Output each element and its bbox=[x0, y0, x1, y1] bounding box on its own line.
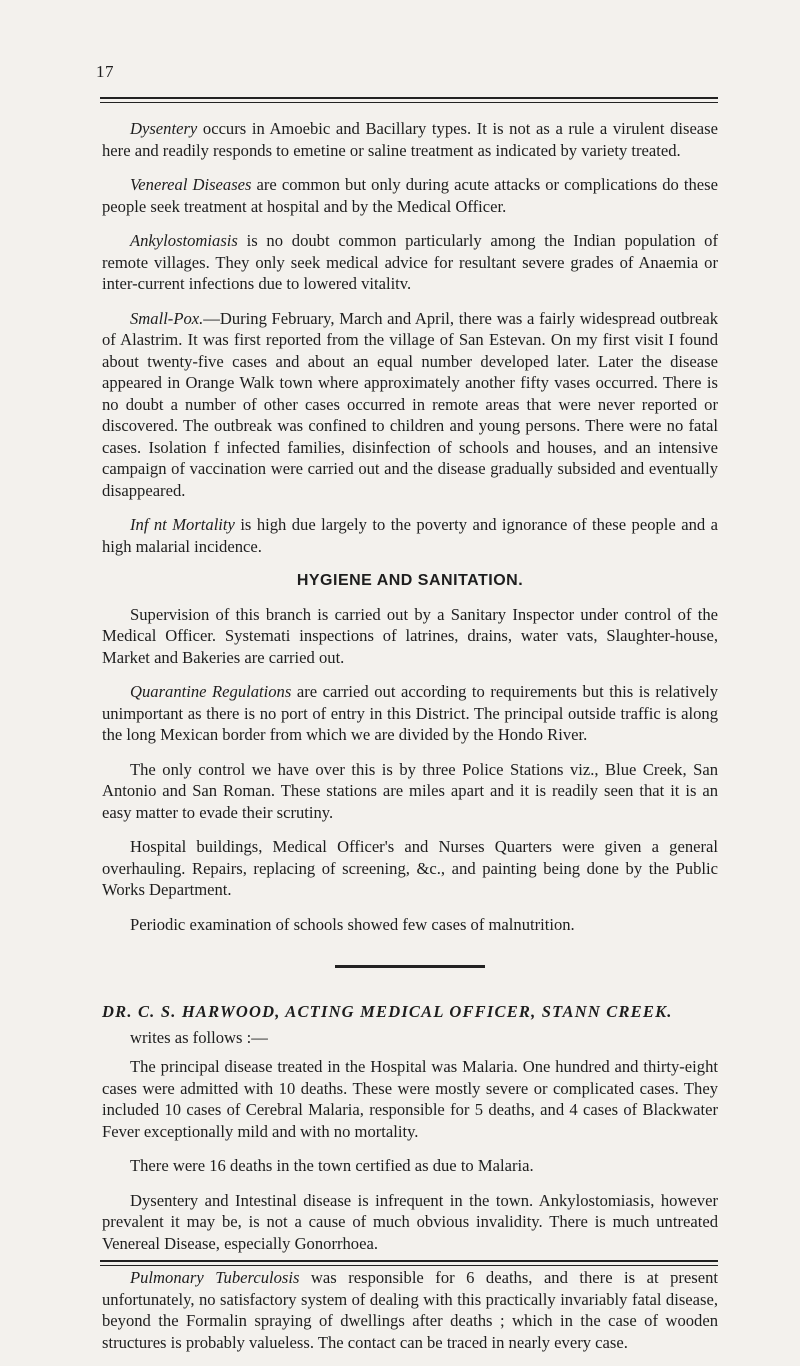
paragraph-police-stations bbox=[102, 759, 718, 824]
paragraph-ankylostomiasis bbox=[102, 230, 718, 295]
paragraph-text: Supervision of this branch is carried out by a Sanitary Inspector under control of the Medical Officer. Systemati inspections of latrines, drains, water vats, Slaughter-house, Market and Bakeries are carried out. bbox=[102, 604, 718, 667]
page-body bbox=[102, 118, 718, 1366]
paragraph-text: Periodic examination of schools showed few cases of malnutrition. bbox=[130, 914, 575, 934]
lead-term: Ankylostomiasis bbox=[130, 231, 238, 250]
paragraph-venereal bbox=[102, 174, 718, 217]
disease-paragraphs bbox=[102, 118, 718, 557]
paragraph-text: are carried out according to requirements but this is relatively unimportant as there is no port of entry in this District. The principal outside traffic is along the long Mexican border from which we are divided by the Hondo River. bbox=[102, 682, 718, 744]
paragraph-malaria bbox=[102, 1056, 718, 1142]
lead-term: Quarantine Regulations bbox=[130, 682, 292, 701]
top-double-rule bbox=[100, 97, 718, 103]
paragraph-schools bbox=[102, 914, 718, 936]
paragraph-text: The only control we have over this is by three Police Stations viz., Blue Creek, San Antonio and San Roman. These stations are miles apart and it is readily seen that it is an easy matter to evade their scrutiny. bbox=[102, 759, 718, 822]
paragraph-dysentery-town bbox=[102, 1190, 718, 1255]
paragraph-text: Dysentery and Intestinal disease is infrequent in the town. Ankylostomiasis, however prevalent it may be, is not a cause of much obvious invalidity. There is much untreated Venereal Disease, especially Gonorrhoea. bbox=[102, 1190, 718, 1253]
section-divider bbox=[335, 965, 485, 968]
section-heading-harwood: DR. C. S. HARWOOD, ACTING MEDICAL OFFICER, STANN CREEK. bbox=[102, 1002, 673, 1021]
paragraph-text: is high due largely to the poverty and ignorance of these people and a high malarial incidence. bbox=[102, 515, 718, 556]
lead-term: Dysentery bbox=[130, 119, 198, 138]
section-intro: writes as follows :— bbox=[130, 1027, 268, 1047]
paragraph-text: is no doubt common particularly among the Indian population of remote villages. They only seek medical advice for resultant severe grades of Anaemia or inter-current infections due to lowered vitalitv. bbox=[102, 231, 718, 293]
paragraph-text: are common but only during acute attacks or complications do these people seek treatment at hospital and by the Medical Officer. bbox=[102, 175, 718, 216]
paragraph-dysentery bbox=[102, 118, 718, 161]
paragraph-malaria-deaths bbox=[102, 1155, 718, 1177]
paragraph-text: Hospital buildings, Medical Officer's and Nurses Quarters were given a general overhauling. Repairs, replacing of screening, &c., and painting being done by the Public Works Department. bbox=[102, 837, 718, 899]
lead-term: Inf nt Mortality bbox=[130, 515, 235, 534]
paragraph-text: occurs in Amoebic and Bacillary types. It is not as a rule a virulent disease here and readily responds to emetine or saline treatment as indicated by variety treated. bbox=[102, 119, 718, 160]
page-number: 17 bbox=[96, 62, 114, 81]
paragraph-infant-mortality bbox=[102, 514, 718, 557]
stann-creek-paragraphs bbox=[102, 1056, 718, 1353]
paragraph-supervision bbox=[102, 604, 718, 669]
bottom-double-rule bbox=[100, 1260, 718, 1266]
paragraph-text: —During February, March and April, there was a fairly widespread outbreak of Alastrim. It was first reported from the village of San Estevan. On my first visit I found about twenty-five cases and about an equal number developed later. Later the disease appeared in Orange Walk town where approximately another fifty vases occurred. There is no doubt a number of other cases occurred in remote areas that were never reported or discovered. The outbreak was confined to children and young persons. There were no fatal cases. Isolation f infected families, disinfection of schools and houses, and an intensive campaign of vaccination were carried out and the disease gradually subsided and eventually disappeared. bbox=[102, 308, 718, 500]
paragraph-small-pox bbox=[102, 308, 718, 502]
lead-term: Venereal Diseases bbox=[130, 175, 252, 194]
paragraph-quarantine bbox=[102, 681, 718, 746]
lead-term: Small-Pox. bbox=[130, 308, 204, 328]
section-heading-hygiene: HYGIENE AND SANITATION. bbox=[296, 572, 524, 589]
paragraph-hospital-buildings bbox=[102, 836, 718, 901]
paragraph-tuberculosis bbox=[102, 1267, 718, 1353]
paragraph-text: was responsible for 6 deaths, and there is at present unfortunately, no satisfactory system of dealing with this practically invariably fatal disease, beyond the Formalin spraying of dwellings after deaths ; which in the case of wooden structures is probably valueless. The contact can be traced in nearly every case. bbox=[102, 1268, 718, 1352]
paragraph-text: There were 16 deaths in the town certified as due to Malaria. bbox=[130, 1156, 534, 1175]
hygiene-paragraphs bbox=[102, 604, 718, 936]
paragraph-text: The principal disease treated in the Hospital was Malaria. One hundred and thirty-eight cases were admitted with 10 deaths. These were mostly severe or complicated cases. They included 10 cases of Cerebral Malaria, responsible for 5 deaths, and 4 cases of Blackwater Fever exceptionally mild and with no mortality. bbox=[102, 1057, 718, 1141]
lead-term: Pulmonary Tuberculosis bbox=[130, 1268, 300, 1287]
